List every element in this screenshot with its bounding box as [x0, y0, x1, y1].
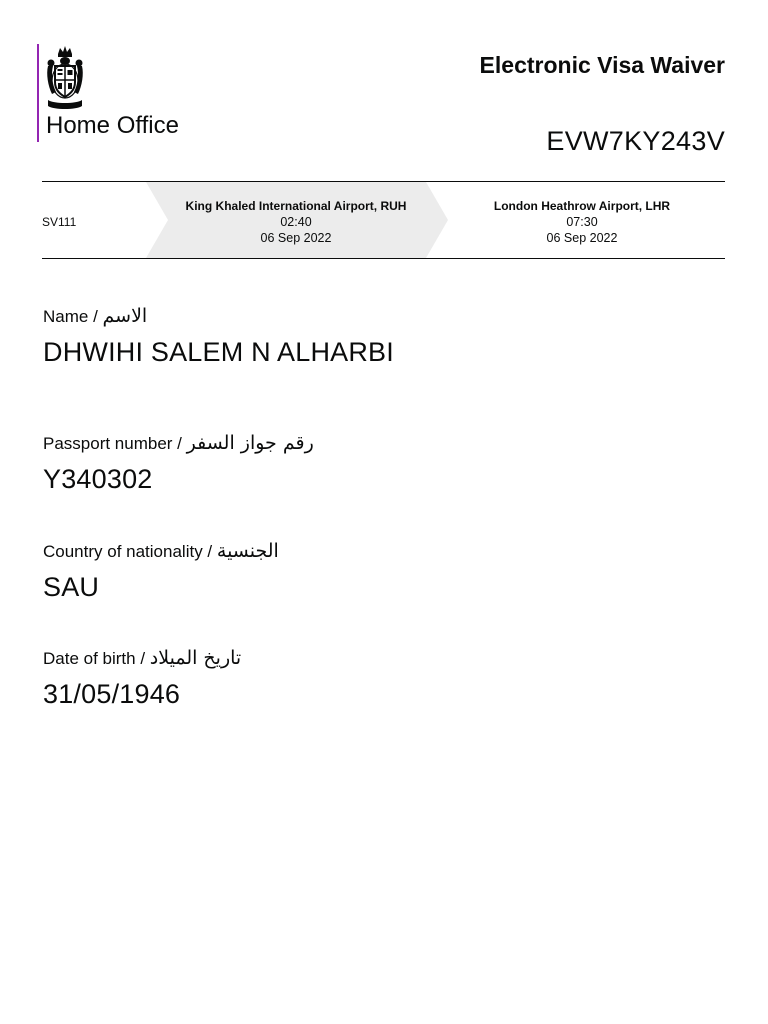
departure-date: 06 Sep 2022 [260, 231, 332, 245]
passport-value: Y340302 [43, 464, 153, 494]
departure-airport: King Khaled International Airport, RUH [185, 199, 407, 213]
arrival-time: 07:30 [566, 215, 598, 229]
reference-number: EVW7KY243V [546, 126, 725, 156]
passport-label [43, 432, 723, 455]
nationality-label-en: Country of nationality / [43, 542, 213, 561]
organisation-name: Home Office [46, 112, 179, 139]
nationality-field [43, 540, 723, 603]
departure-time: 02:40 [280, 215, 312, 229]
name-label [43, 305, 723, 328]
name-label-ar: الاسم [102, 305, 148, 327]
brand-bar [37, 44, 39, 142]
arrival-airport: London Heathrow Airport, LHR [493, 199, 671, 213]
nationality-value: SAU [43, 572, 100, 602]
passport-label-ar: رقم جواز السفر [186, 432, 314, 454]
date-of-birth-label-ar: تاريخ الميلاد [149, 647, 242, 669]
name-label-en: Name / [43, 307, 98, 326]
flight-details-band [42, 181, 725, 259]
royal-coat-of-arms-icon [44, 44, 86, 110]
document-title: Electronic Visa Waiver [479, 52, 725, 78]
departure-leg [172, 198, 420, 246]
arrival-date: 06 Sep 2022 [546, 231, 618, 245]
date-of-birth-value: 31/05/1946 [43, 679, 181, 709]
document-header [0, 0, 768, 180]
name-field [43, 305, 723, 368]
date-of-birth-label [43, 647, 723, 670]
arrival-leg [462, 198, 702, 246]
passport-label-en: Passport number / [43, 434, 182, 453]
date-of-birth-label-en: Date of birth / [43, 649, 146, 668]
passport-field [43, 432, 723, 495]
flight-number: SV111 [42, 215, 77, 229]
date-of-birth-field [43, 647, 723, 710]
name-value: DHWIHI SALEM N ALHARBI [43, 337, 394, 367]
nationality-label-ar: الجنسية [216, 540, 279, 562]
nationality-label [43, 540, 723, 563]
